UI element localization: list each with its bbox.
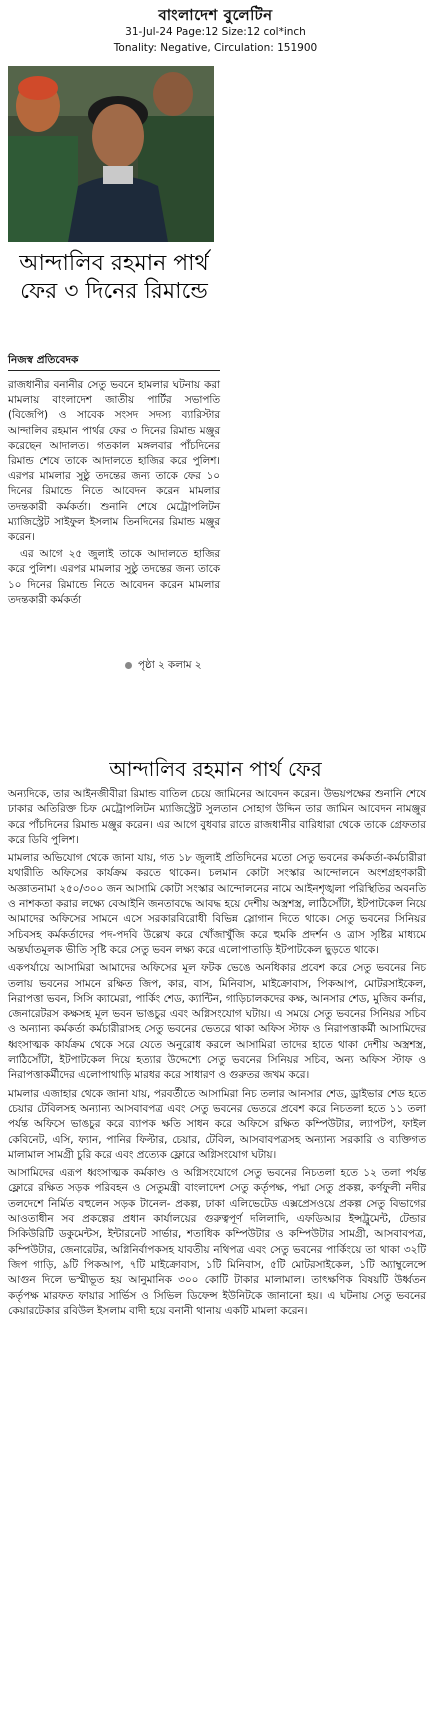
article-paragraph: রাজধানীর বনানীর সেতু ভবনে হামলার ঘটনায় করা মামলায় বাংলাদেশ জাতীয় পার্টির সভাপতি (বিজেপি) ও সাবেক সংসদ সদস্য ব্যারিস্টার আন্দালিব রহমান পার্থর ফের ৩ দিনের রিমান্ড মঞ্জুর করেছেন আদালত। গতকাল মঙ্গলবার পাঁচদিনের রিমান্ড শেষে তাকে আদালতে হাজির করে পুলিশ। এরপর মামলার সুষ্ঠু তদন্তের জন্য তাকে ফের ১০ দিনের রিমান্ডে নিতে আবেদন করেন মামলার তদন্তকারী কর্মকর্তা। শুনানি শেষে মেট্রোপলিটন ম্যাজিস্ট্রেট সাইফুল ইসলাম তিনদিনের রিমান্ড মঞ্জুর করেন। — [8, 379, 220, 544]
news-photo — [8, 66, 214, 242]
paper-name: বাংলাদেশ বুলেটিন — [158, 6, 273, 24]
headline-continued: আন্দালিব রহমান পার্থ ফের — [109, 757, 322, 781]
article-first-column — [8, 378, 220, 610]
headline-main: আন্দালিব রহমান পার্থ ফের ৩ দিনের রিমান্ডে — [19, 251, 209, 304]
article-paragraph: মামলার এজাহার থেকে জানা যায়, পরবর্তীতে আসামিরা নিচ তলার আনসার শেড, ড্রাইভার শেড হতে চেয়ার টেবিলসহ অন্যান্য আসবাবপত্র এবং সেতু ভবনের ভেতরে প্রবেশ করে নিচতলা হতে ১১ তলা পর্যন্ত অফিসে ভাঙচুর করে ব্যাপক ক্ষতি সাধন করে অফিসে রক্ষিত কম্পিউটার, ল্যাপটপ, ফাইল কেবিনেট, এসি, ফ্যান, পানির ফিল্টার, চেয়ার, টেবিল, আসবাবপত্রসহ অন্যান্য সরকারি ও ব্যক্তিগত মালামাল সামগ্রী চুরি করে এবং প্রত্যেক ফ্লোরে অগ্নিসংযোগ ঘটায়। — [8, 1087, 426, 1161]
article-paragraph: একপর্যায়ে আসামিরা আমাদের অফিসের মূল ফটক ভেঙে অনধিকার প্রবেশ করে সেতু ভবনের নিচ তলায় ভবনের সামনে রক্ষিত জিপ, কার, বাস, মিনিবাস, মাইক্রোবাস, পিকআপ, মোটরসাইকেল, নিরাপত্তা ভবন, সিসি ক্যামেরা, পার্কিং শেড, ক্যান্টিন, গাড়িচালকদের কক্ষ, আনসার শেড, মুজিব কর্নার, জেনারেটরস কক্ষসহ মূল ভবন ভাঙচুর এবং অগ্নিসংযোগ ঘটায়। এ সময়ে সেতু ভবনের সিনিয়র সচিব ও অন্যান্য কর্মকর্তা কর্মচারীরাসহ সেতু ভবনের ভেতরে থাকা অফিস স্টাফ ও নিরাপত্তাকর্মী আসামিদের ধ্বংসাত্মক কার্যক্রম থেকে সরে যেতে অনুরোধ করলে আসামিরা তাদের হাতে থাকা দেশীয় অস্ত্রশস্ত্র, লাঠিসোঁটা, ইটপাটকেল দিয়ে হত্যার উদ্দেশ্যে সেতু ভবনের সিনিয়র সচিব, অন্য অফিস স্টাফ ও নিরাপত্তাকর্মীদের এলোপাথাড়ি মারধর করে সাধারণ ও গুরুতর জখম করে। — [8, 962, 426, 1082]
article-paragraph: এর আগে ২৫ জুলাই তাকে আদালতে হাজির করে পুলিশ। এরপর মামলার সুষ্ঠু তদন্তের জন্য তাকে ১০ দিনের রিমান্ডে নিতে আবেদন করেন মামলার তদন্তকারী কর্মকর্তা — [8, 548, 220, 606]
article-paragraph: অন্যদিকে, তার আইনজীবীরা রিমান্ড বাতিল চেয়ে জামিনের আবেদন করেন। উভয়পক্ষের শুনানি শেষে ঢাকার অতিরিক্ত চিফ মেট্রোপলিটন ম্যাজিস্ট্রেট সুলতান সোহাগ উদ্দিন তার জামিন আবেদন নামঞ্জুর করে পাঁচদিনের রিমান্ড মঞ্জুর করেন। এর আগে বুধবার রাতে রাজধানীর বারিধারা থেকে তাকে গ্রেফতার করে ডিবি পুলিশ। — [8, 788, 426, 846]
article-paragraph: মামলার অভিযোগ থেকে জানা যায়, গত ১৮ জুলাই প্রতিদিনের মতো সেতু ভবনের কর্মকর্তা-কর্মচারীরা যথারীতি অফিসের কার্যক্রম করতে থাকেন। চলমান কোটা সংস্কার আন্দোলনে অংশগ্রহণকারী অজ্ঞাতনামা ২৫০/৩০০ জন আসামি কোটা সংস্কার আন্দোলনের নামে আইনশৃঙ্খলা পরিস্থিতির অবনতি ও নাশকতা করার লক্ষ্যে বেআইনি জনতাবদ্ধে আবদ্ধ হয়ে দেশীয় অস্ত্রশস্ত্র, লাঠিসোঁটা, ইটপাটকেল নিয়ে আমাদের অফিসের সামনে এসে সরকারবিরোধী বিভিন্ন স্লোগান দিতে থাকে। সেতু ভবনের সিনিয়র সচিবসহ কর্মকর্তাদের পদ-পদবি উল্লেখ করে খোঁজাখুঁজি করে হুমকি প্রদর্শন ও ত্রাস সৃষ্টির মাধ্যমে অন্তর্ঘাতমূলক ভীতি সৃষ্টি করে সেতু ভবন লক্ষ্য করে এলোপাতাড়ি ইটপাটকেল ছুড়তে থাকে। — [8, 852, 426, 956]
continued-text: পৃষ্ঠা ২ কলাম ২ — [138, 659, 202, 671]
byline: নিজস্ব প্রতিবেদক — [8, 354, 79, 366]
clip-meta-tonality: Tonality: Negative, Circulation: 151900 — [113, 42, 318, 54]
article-paragraph: আসামিদের এরূপ ধ্বংসাত্মক কর্মকাণ্ড ও অগ্নিসংযোগে সেতু ভবনের নিচতলা হতে ১২ তলা পর্যন্ত ফ্লোরে রক্ষিত সড়ক পরিবহন ও সেতুমন্ত্রী বাংলাদেশ সেতু কর্তৃপক্ষ, পদ্মা সেতু প্রকল্প, কর্ণফুলী নদীর তলদেশে নির্মিত বহুলেন সড়ক টানেল- প্রকল্প, ঢাকা এলিভেটেড এক্সপ্রেসওয়ে প্রকল্প সেতু বিভাগের আওতাধীন সব প্রকল্পের প্রধান কার্যালয়ের গুরুত্বপূর্ণ দলিলাদি, এফডিআর ইন্সট্রুমেন্ট, টেন্ডার সিকিউরিটি ডকুমেন্টস, ইন্টারনেট সার্ভার, শতাধিক কম্পিউটার ও কম্পিউটার সামগ্রী, আসবাবপত্র, কম্পিউটার, জেনারেটর, অগ্নিনির্বাপকসহ যাবতীয় নথিপত্র এবং সেতু ভবনের পার্কিংয়ে তা থাকা ৩২টি জিপ গাড়ি, ৯টি পিকআপ, ৭টি মাইক্রোবাস, ১টি মিনিবাস, ৫টি মোটরসাইকেল, ১টি অ্যাম্বুলেন্সে আগুন দিলে ভস্মীভূত হয় আনুমানিক ৩০০ কোটি টাকার মালামাল। তাৎক্ষণিক বিষয়টি উর্ধ্বতন কর্তৃপক্ষ মারফত ফায়ার সার্ভিস ও সিভিল ডিফেন্স ইউনিটকে জানানো হয়। এ ঘটনায় সেতু ভবনের কেয়ারটেকার রবিউল ইসলাম বাদী হয়ে বনানী থানায় একটি মামলা করেন। — [8, 1167, 426, 1317]
byline-divider — [8, 370, 220, 371]
continued-note — [125, 658, 201, 675]
clip-meta: 31-Jul-24 Page:12 Size:12 col*inch — [125, 26, 306, 38]
bullet-icon — [125, 662, 132, 669]
article-continued-body — [8, 787, 426, 1322]
photo-illustration — [8, 66, 214, 242]
